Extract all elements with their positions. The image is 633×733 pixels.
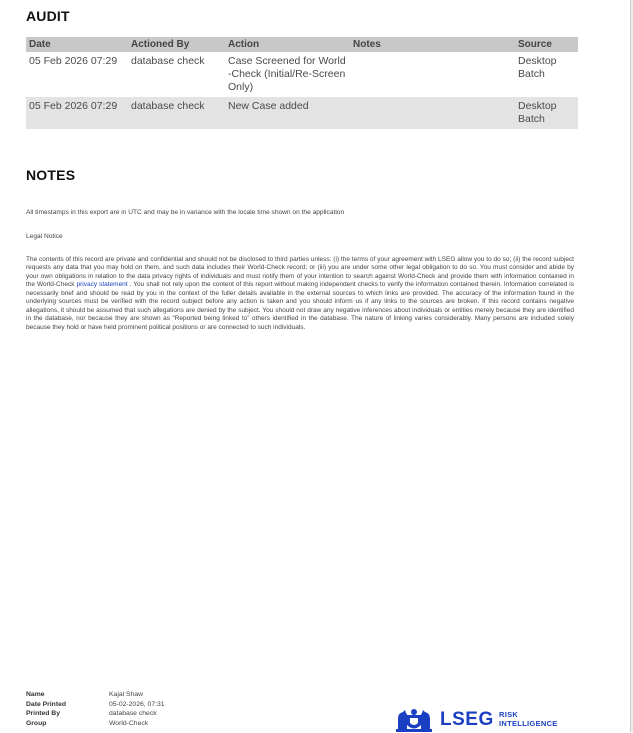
table-row: [26, 97, 578, 129]
col-header-source: Source: [515, 37, 578, 52]
cell-notes: [350, 52, 515, 97]
lion-unicorn-crest-icon: [394, 707, 434, 733]
logo-sub-line-2: INTELLIGENCE: [499, 718, 558, 728]
lseg-wordmark: LSEG: [440, 709, 494, 730]
footer-date-value: 05-02-2026, 07:31: [109, 700, 165, 708]
legal-notice-title: Legal Notice: [26, 233, 63, 240]
footer-date-label: Date Printed: [26, 700, 67, 708]
footer-group-label: Group: [26, 719, 47, 727]
cell-action: Case Screened for World-Check (Initial/Re-Screen Only): [225, 52, 350, 97]
lseg-logo: [394, 707, 569, 733]
privacy-statement-link[interactable]: privacy statement: [76, 281, 128, 289]
col-header-notes: Notes: [350, 37, 515, 52]
cell-date: 05 Feb 2026 07:29: [26, 52, 128, 97]
logo-sub-line-1: RISK: [499, 710, 519, 719]
cell-actioned-by: database check: [128, 97, 225, 129]
footer-group-value: World-Check: [109, 719, 149, 727]
legal-notice-text: [26, 256, 574, 332]
table-row: [26, 52, 578, 97]
col-header-date: Date: [26, 37, 128, 52]
cell-source: Desktop Batch: [515, 97, 578, 129]
notes-section-title: NOTES: [26, 167, 76, 183]
timestamp-note: All timestamps in this export are in UTC and may be in variance with the locale time shown on the application: [26, 209, 345, 216]
cell-notes: [350, 97, 515, 129]
legal-text-part1: The contents of this record are private and confidential and should not be disclosed to third parties unless: (i) the terms of your agreement with LSEG allow you to do so; (ii) the record subject requests any data that you may hold on them, and such data includes their World-Check record; or (iii) you are under some other legal obligation to do so. You must consider and abide by your own obligations in relation to the data privacy rights of individuals and must notify them of your intention to search against World-Check and provide them with information contained in the World-Check: [26, 256, 574, 289]
footer-printed-by-label: Printed By: [26, 710, 60, 717]
col-header-actioned-by: Actioned By: [128, 37, 225, 52]
footer-name-label: Name: [26, 691, 45, 698]
risk-intelligence-wordmark: [499, 711, 558, 728]
col-header-action: Action: [225, 37, 350, 52]
legal-text-part2: . You shall not rely upon the content of this report without making independent checks to verify the information contained therein. Information correlated is necessarily brief and should be read by you in the context of the fuller details available in the external sources to which links are provided. The accuracy of the information found in the underlying sources must be verified with the record subject before any action is taken and you should inform us if any links to the sources are broken. If this record contains negative allegations, it should be assumed that such allegations are denied by the subject. You should not draw any negative inferences about individuals or entities merely because they are identified in the database, nor because they are shown as “Reported being linked to” others identified in the database. The nature of linking varies considerably. Many persons are included solely because they hold or have held prominent political positions or are connected to such individuals.: [26, 281, 574, 331]
cell-actioned-by: database check: [128, 52, 225, 97]
audit-section-title: AUDIT: [26, 8, 70, 24]
audit-header-row: [26, 37, 578, 52]
cell-action: New Case added: [225, 97, 350, 129]
cell-source: Desktop Batch: [515, 52, 578, 97]
footer-name-value: Kajal Shaw: [109, 691, 144, 698]
audit-table: [26, 37, 578, 129]
cell-date: 05 Feb 2026 07:29: [26, 97, 128, 129]
print-info-footer: [26, 690, 165, 728]
footer-printed-by-value: database check: [109, 710, 157, 717]
